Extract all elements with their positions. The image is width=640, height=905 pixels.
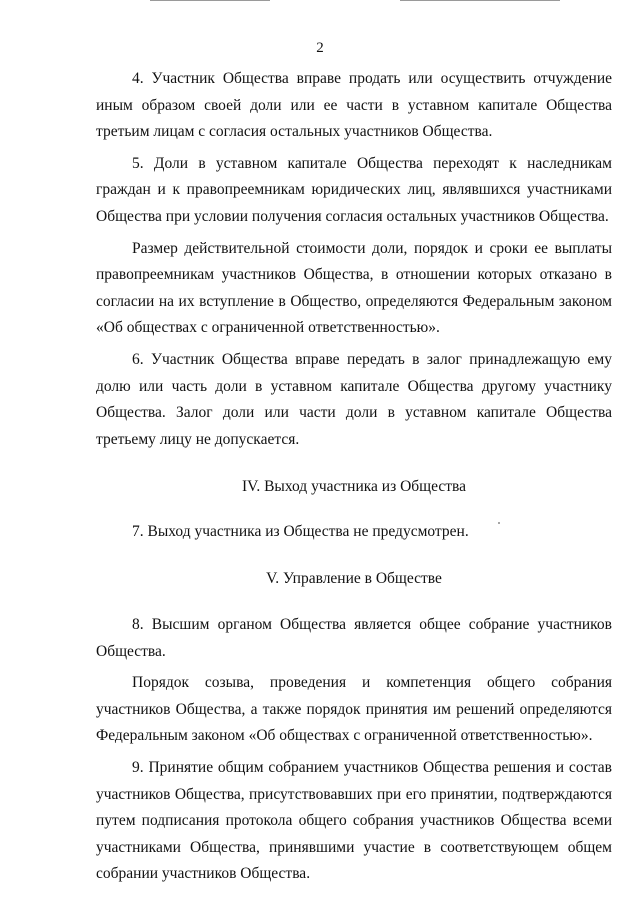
scan-speck	[498, 522, 500, 524]
paragraph-5-continuation: Размер действительной стоимости доли, порядок и сроки ее выплаты правопреемникам участников Общества, в отношении которых отказано в согласии на их вступление в Общество, определяются Федеральным законом «Об обществах с ограниченной ответственностью».	[96, 239, 612, 337]
paragraph-5: 5. Доли в уставном капитале Общества переходят к наследникам граждан и к правопреемникам юридических лиц, являвшихся участниками Общества при условии получения согласия остальных участников Общества.	[96, 154, 612, 225]
paragraph-6: 6. Участник Общества вправе передать в залог принадлежащую ему долю или часть доли в уставном капитале Общества другому участнику Общества. Залог доли или части доли в уставном капитале Общества третьему лицу не допускается.	[96, 350, 612, 448]
top-edge-rule-left	[150, 0, 270, 1]
section-heading-iv: IV. Выход участника из Общества	[241, 478, 467, 496]
paragraph-9: 9. Принятие общим собранием участников Общества решения и состав участников Общества, присутствовавших при его принятии, подтверждаются путем подписания протокола общего собрания участников Общества всеми участниками Общества, принявшими участие в соответствующем общем собрании участников Общества.	[96, 759, 612, 883]
page-number: 2	[316, 40, 324, 56]
paragraph-8-continuation: Порядок созыва, проведения и компетенция общего собрания участников Общества, а также порядок принятия им решений определяются Федеральным законом «Об обществах с ограниченной ответственностью».	[96, 674, 612, 745]
paragraph-4: 4. Участник Общества вправе продать или осуществить отчуждение иным образом своей доли или ее части в уставном капитале Общества третьим лицам с согласия остальных участников Общества.	[96, 70, 612, 141]
top-edge-rule-right	[400, 0, 560, 1]
document-body	[96, 66, 612, 888]
paragraph-7: 7. Выход участника из Общества не предусмотрен.	[132, 522, 469, 540]
paragraph-8: 8. Высшим органом Общества является общее собрание участников Общества.	[96, 616, 612, 660]
section-heading-v: V. Управление в Обществе	[266, 569, 442, 587]
